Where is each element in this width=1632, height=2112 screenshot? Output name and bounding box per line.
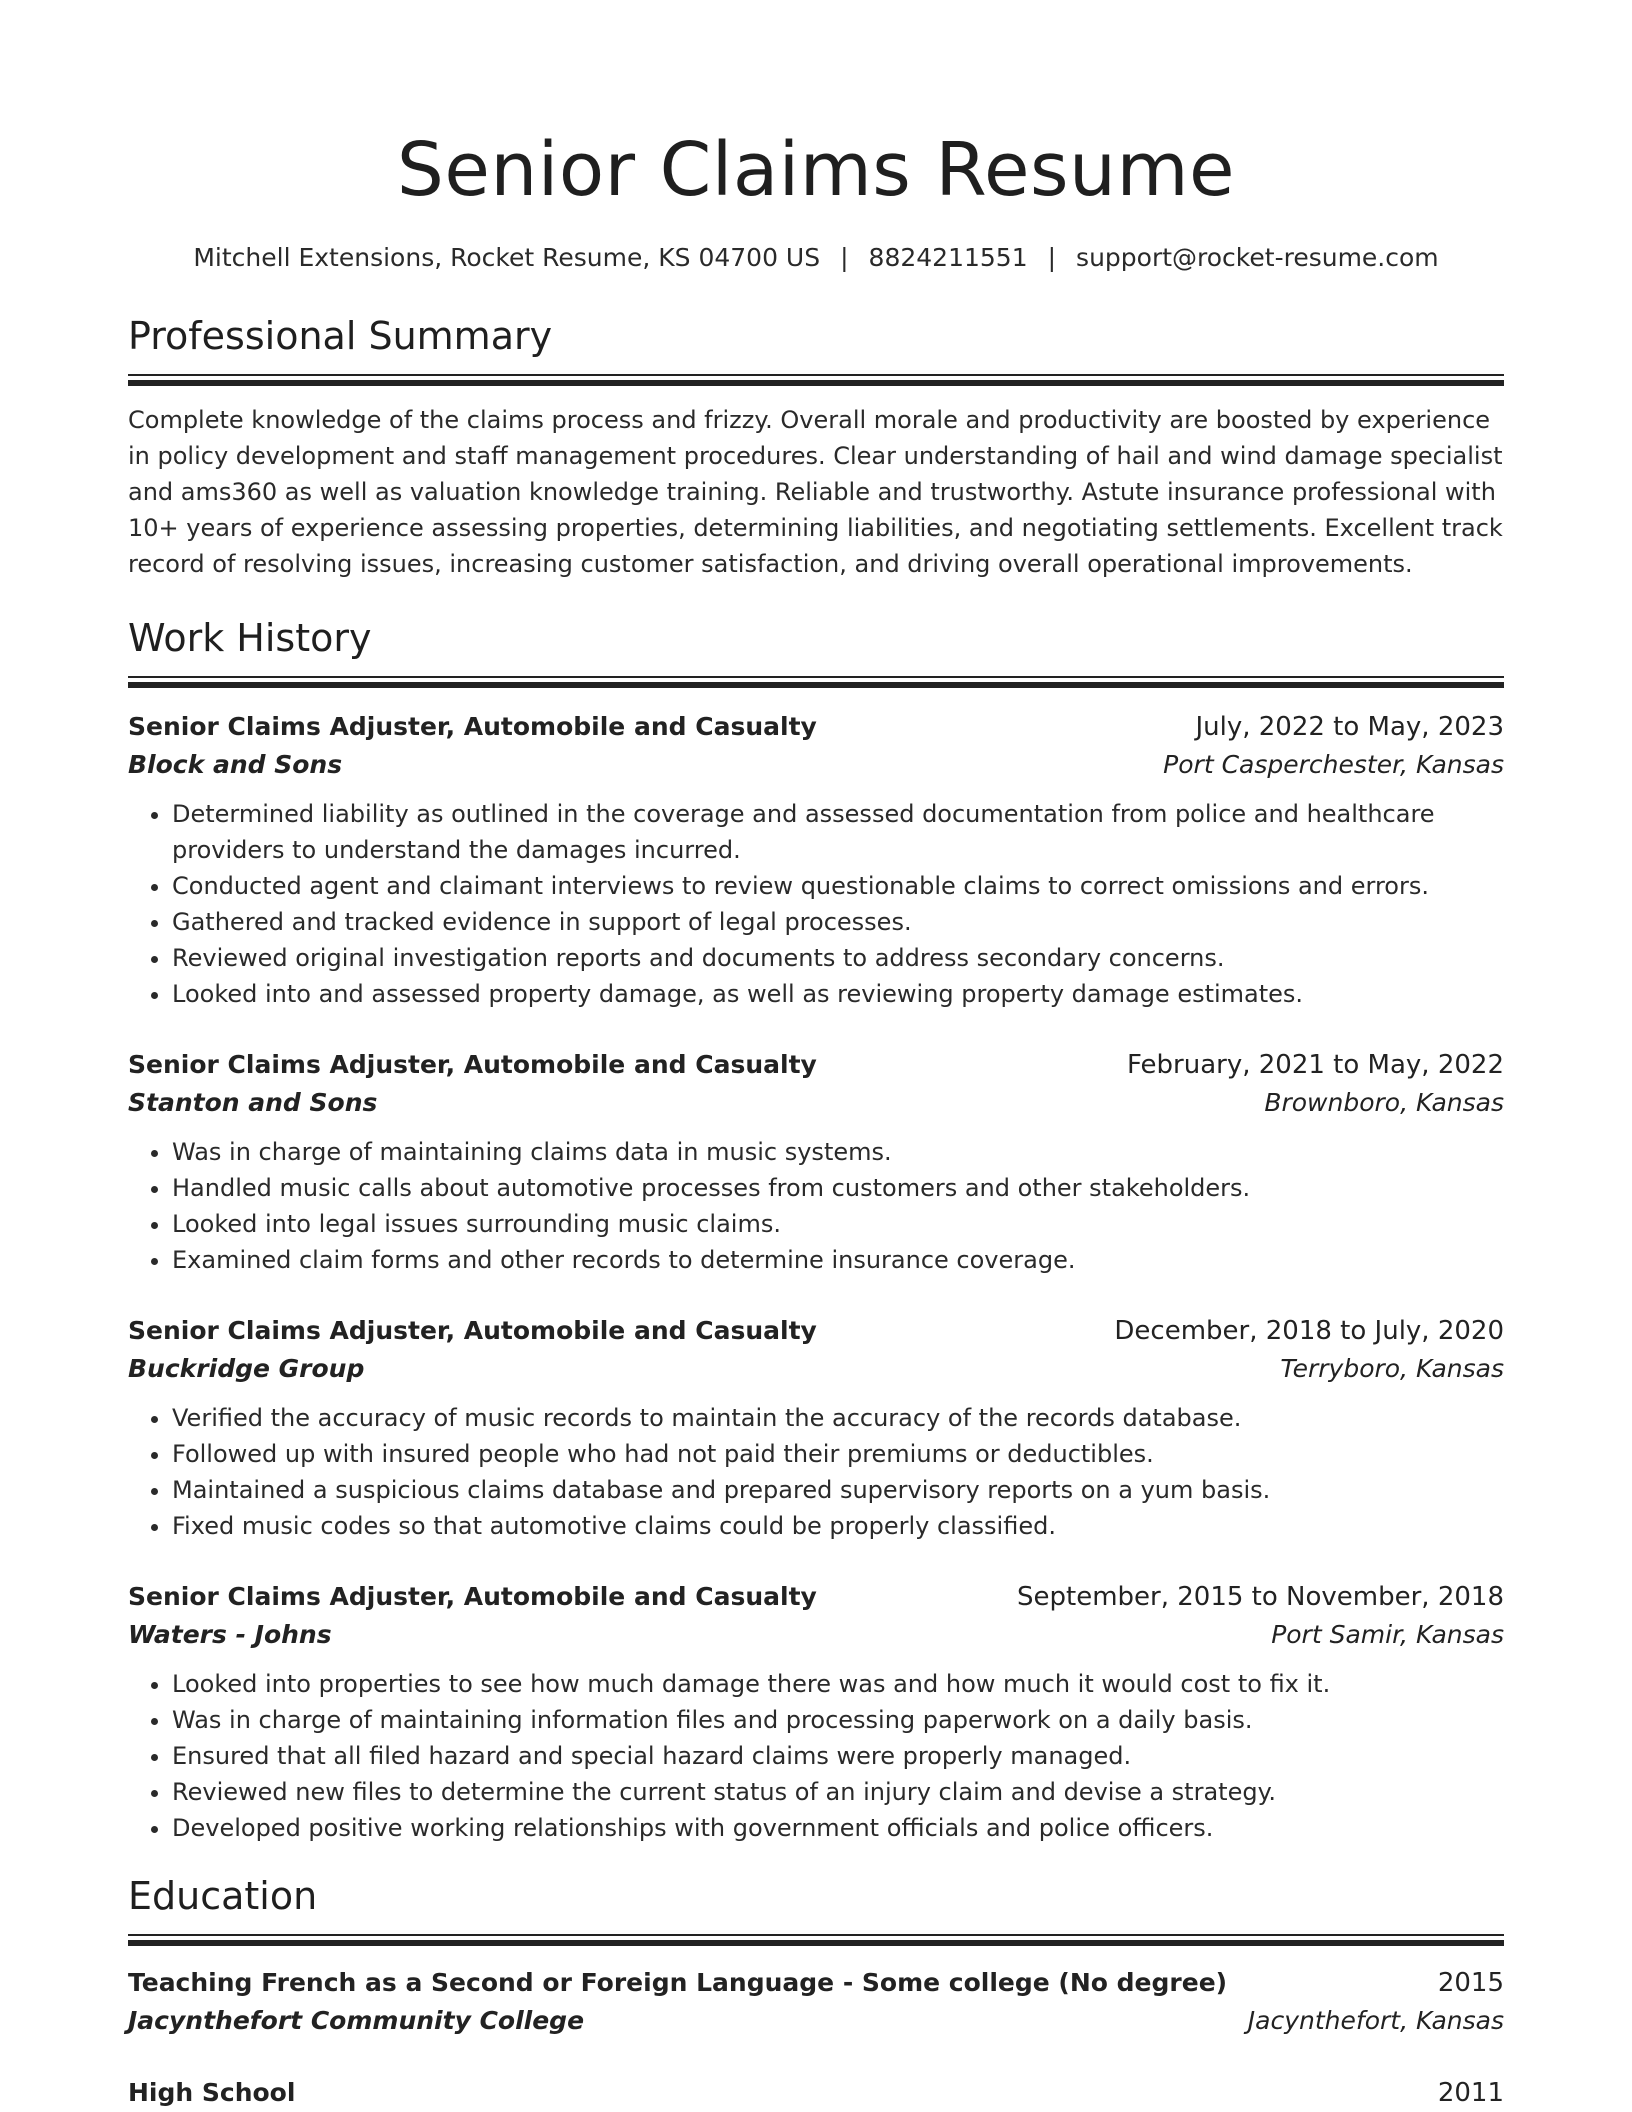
education-entry	[128, 1964, 1504, 2040]
job-location: Brownboro, Kansas	[1264, 1088, 1504, 1117]
job-bullet: • Conducted agent and claimant interviews to review questionable claims to correct omissions and errors.	[172, 868, 1504, 904]
education-school-row	[128, 2002, 1504, 2040]
school-location: Jacynthefort, Kansas	[1247, 2006, 1504, 2035]
job-dates: February, 2021 to May, 2022	[1127, 1050, 1504, 1080]
job-bullet: • Examined claim forms and other records to determine insurance coverage.	[172, 1242, 1504, 1278]
job-bullets	[128, 1400, 1504, 1544]
company-name: Waters - Johns	[128, 1620, 332, 1649]
job-bullets	[128, 796, 1504, 1012]
job-entry	[128, 1046, 1504, 1278]
job-dates: September, 2015 to November, 2018	[1017, 1582, 1504, 1612]
graduation-year: 2011	[1437, 2078, 1504, 2108]
job-bullets	[128, 1134, 1504, 1278]
job-company-row	[128, 1350, 1504, 1388]
job-bullet: • Looked into legal issues surrounding music claims.	[172, 1206, 1504, 1242]
section-heading: Professional Summary	[128, 314, 553, 358]
company-name: Stanton and Sons	[128, 1088, 378, 1117]
section-divider	[128, 374, 1504, 386]
job-location: Port Samir, Kansas	[1271, 1620, 1504, 1649]
company-name: Block and Sons	[128, 750, 343, 779]
summary-text: Complete knowledge of the claims process and frizzy. Overall morale and productivity are boosted by experience in policy development and staff management procedures. Clear understanding of hail and wind damage specialist and ams360 as well as valuation knowledge training. Reliable and trustworthy. Astute insurance professional with 10+ years of experience assessing properties, determining liabilities, and negotiating settlements. Excellent track record of resolving issues, increasing customer satisfaction, and driving overall operational improvements.	[128, 406, 1503, 578]
resume-content	[128, 118, 1504, 2112]
education-entry	[128, 2074, 1504, 2112]
job-entry	[128, 1578, 1504, 1846]
degree-name: Teaching French as a Second or Foreign Language - Some college (No degree)	[128, 1968, 1228, 1997]
job-bullet: • Reviewed new files to determine the current status of an injury claim and devise a strategy.	[172, 1774, 1504, 1810]
job-bullets	[128, 1666, 1504, 1846]
job-header-row	[128, 708, 1504, 746]
work-history-section	[128, 614, 1504, 1846]
job-bullet: • Fixed music codes so that automotive claims could be properly classified.	[172, 1508, 1504, 1544]
job-bullet: • Determined liability as outlined in the coverage and assessed documentation from police and healthcare providers to understand the damages incurred.	[172, 796, 1504, 868]
resume-title: Senior Claims Resume	[396, 127, 1236, 213]
job-bullet: • Looked into properties to see how much damage there was and how much it would cost to fix it.	[172, 1666, 1504, 1702]
job-bullet: • Verified the accuracy of music records to maintain the accuracy of the records database.	[172, 1400, 1504, 1436]
degree-name: High School	[128, 2078, 296, 2107]
professional-summary-section	[128, 312, 1504, 582]
section-heading: Education	[128, 1874, 318, 1918]
contact-email: support@rocket-resume.com	[1076, 243, 1439, 272]
job-bullet: • Was in charge of maintaining claims data in music systems.	[172, 1134, 1504, 1170]
job-title: Senior Claims Adjuster, Automobile and Casualty	[128, 712, 817, 741]
job-title: Senior Claims Adjuster, Automobile and Casualty	[128, 1316, 817, 1345]
job-bullet: • Maintained a suspicious claims database and prepared supervisory reports on a yum basis.	[172, 1472, 1504, 1508]
education-section	[128, 1872, 1504, 2112]
contact-line	[128, 238, 1504, 278]
job-bullet: • Looked into and assessed property damage, as well as reviewing property damage estimates.	[172, 976, 1504, 1012]
job-location: Port Casperchester, Kansas	[1163, 750, 1504, 779]
job-bullet: • Reviewed original investigation reports and documents to address secondary concerns.	[172, 940, 1504, 976]
job-location: Terryboro, Kansas	[1280, 1354, 1504, 1383]
section-divider	[128, 1934, 1504, 1946]
job-company-row	[128, 746, 1504, 784]
job-header-row	[128, 1046, 1504, 1084]
contact-separator: |	[840, 243, 849, 272]
job-dates: December, 2018 to July, 2020	[1114, 1316, 1504, 1346]
section-divider	[128, 676, 1504, 688]
job-title: Senior Claims Adjuster, Automobile and Casualty	[128, 1582, 817, 1611]
job-bullet: • Was in charge of maintaining information files and processing paperwork on a daily basis.	[172, 1702, 1504, 1738]
job-header-row	[128, 1578, 1504, 1616]
job-entry	[128, 708, 1504, 1012]
job-bullet: • Gathered and tracked evidence in support of legal processes.	[172, 904, 1504, 940]
job-bullet: • Ensured that all filed hazard and special hazard claims were properly managed.	[172, 1738, 1504, 1774]
contact-separator: |	[1047, 243, 1057, 272]
job-bullet: • Handled music calls about automotive processes from customers and other stakeholders.	[172, 1170, 1504, 1206]
job-dates: July, 2022 to May, 2023	[1195, 712, 1504, 742]
job-entry	[128, 1312, 1504, 1544]
job-header-row	[128, 1312, 1504, 1350]
contact-phone: 8824211551	[868, 243, 1028, 272]
company-name: Buckridge Group	[128, 1354, 365, 1383]
job-company-row	[128, 1084, 1504, 1122]
job-bullet: • Followed up with insured people who had not paid their premiums or deductibles.	[172, 1436, 1504, 1472]
school-name: Jacynthefort Community College	[128, 2006, 585, 2035]
contact-address: Mitchell Extensions, Rocket Resume, KS 04700 US	[193, 243, 821, 272]
education-header-row	[128, 2074, 1504, 2112]
graduation-year: 2015	[1437, 1968, 1504, 1998]
job-company-row	[128, 1616, 1504, 1654]
job-title: Senior Claims Adjuster, Automobile and Casualty	[128, 1050, 817, 1079]
job-bullet: • Developed positive working relationships with government officials and police officers.	[172, 1810, 1504, 1846]
education-header-row	[128, 1964, 1504, 2002]
section-heading: Work History	[128, 616, 372, 660]
